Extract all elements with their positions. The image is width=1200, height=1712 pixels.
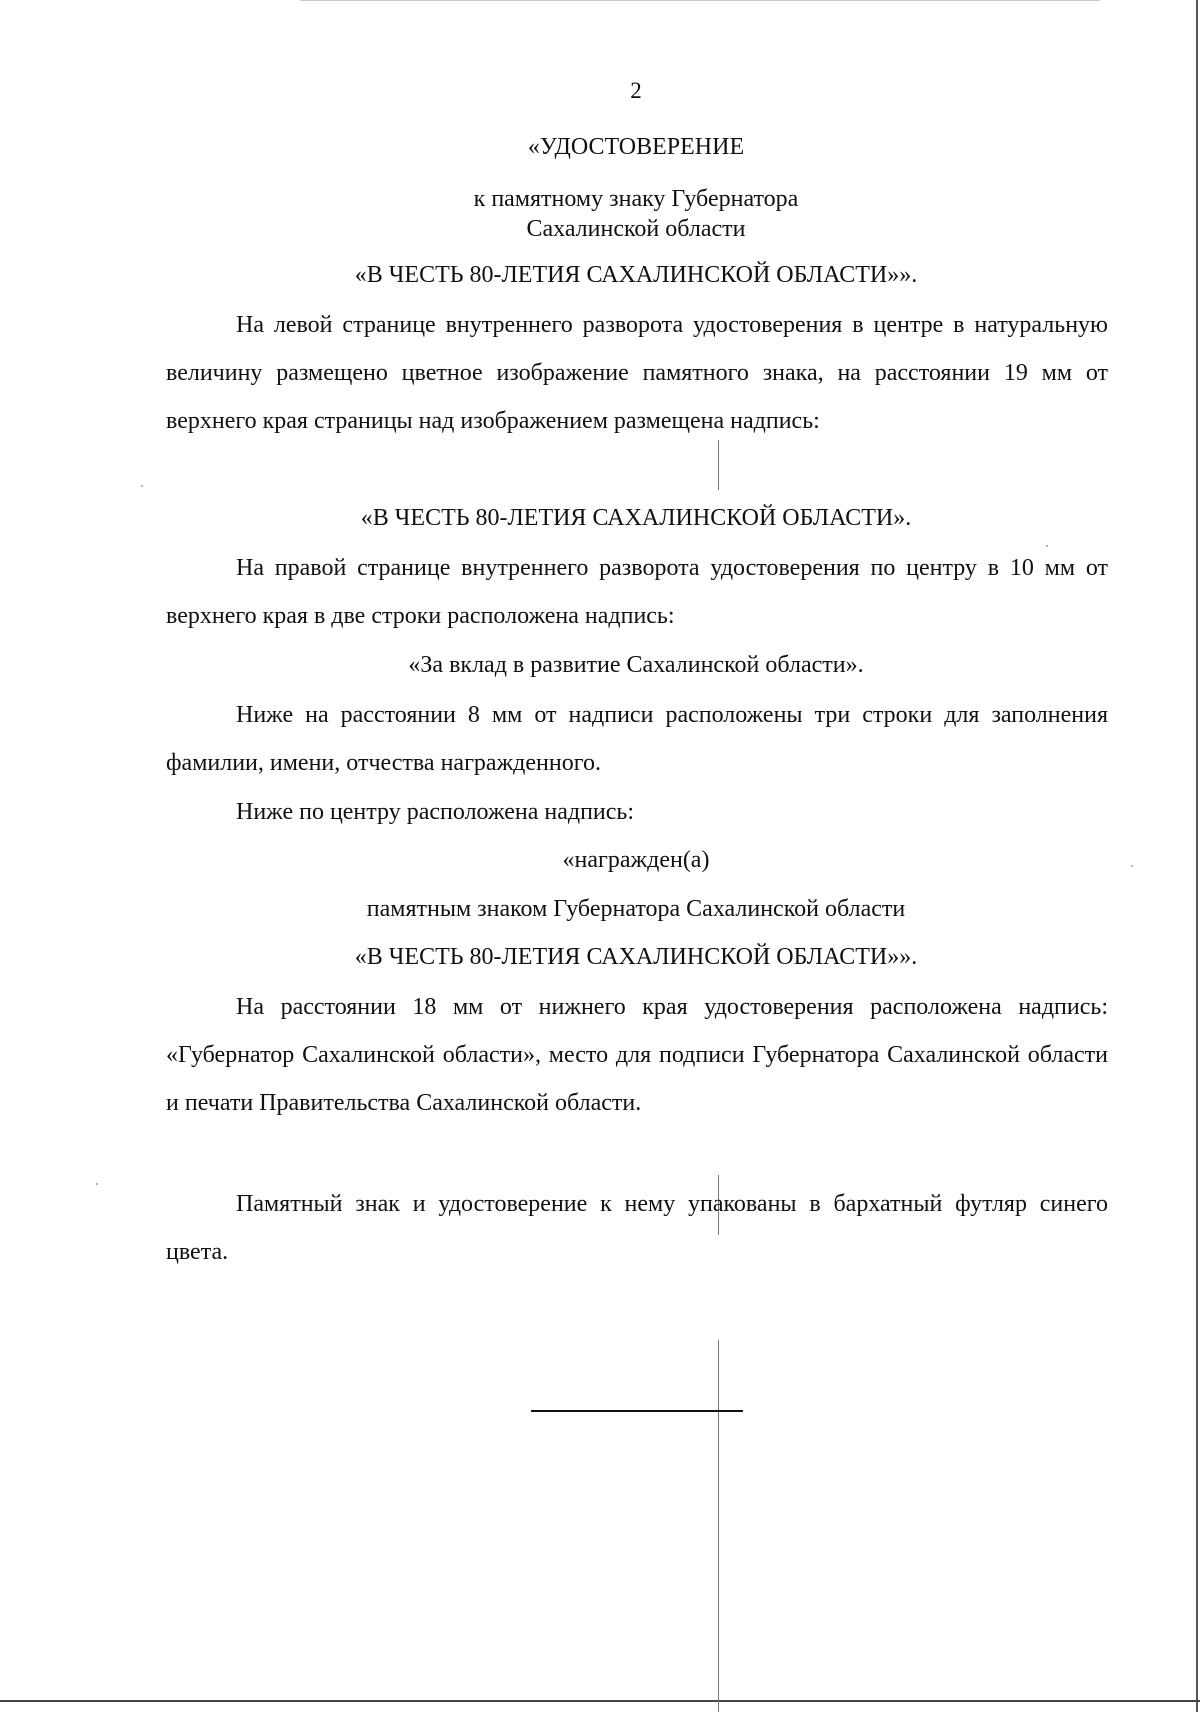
paragraph-center-inscription: Ниже по центру расположена надпись: (236, 799, 635, 825)
inscription-right-page: «За вклад в развитие Сахалинской области». (408, 652, 864, 678)
paragraph-name-lines: Ниже на расстоянии 8 мм от надписи расположены три строки для заполнения фамилии, имени, отчества награжденного. (166, 702, 1108, 776)
heading-line-3: Сахалинской области (526, 216, 746, 242)
heading-title: «УДОСТОВЕРЕНИЕ (527, 134, 745, 160)
inscription-left-page: «В ЧЕСТЬ 80-ЛЕТИЯ САХАЛИНСКОЙ ОБЛАСТИ». (360, 505, 912, 531)
heading-line-4: «В ЧЕСТЬ 80-ЛЕТИЯ САХАЛИНСКОЙ ОБЛАСТИ»». (354, 262, 918, 288)
heading-line-2: к памятному знаку Губернатора (473, 186, 799, 212)
paragraph-bottom-inscription: На расстоянии 18 мм от нижнего края удостоверения расположена надпись: «Губернатор Сахалинской области», место для подписи Губернатора Сахалинской области и печати Правительства Сахалинской области. (166, 994, 1108, 1116)
scan-top-rule (300, 0, 1100, 1)
scan-bottom-edge (0, 1700, 1200, 1702)
award-text-line-2: памятным знаком Губернатора Сахалинской области (366, 896, 906, 922)
page-number: 2 (630, 78, 642, 103)
scan-artifact-line (718, 1340, 719, 1712)
paragraph-left-page: На левой странице внутреннего разворота удостоверения в центре в натуральную величину размещено цветное изображение памятного знака, на расстоянии 19 мм от верхнего края страницы над изображением размещена надпись: (166, 312, 1108, 434)
paragraph-case: Памятный знак и удостоверение к нему упакованы в бархатный футляр синего цвета. (166, 1191, 1108, 1265)
paragraph-right-page: На правой странице внутреннего разворота удостоверения по центру в 10 мм от верхнего края в две строки расположена надпись: (166, 555, 1108, 629)
award-text-line-3: «В ЧЕСТЬ 80-ЛЕТИЯ САХАЛИНСКОЙ ОБЛАСТИ»». (354, 944, 918, 970)
award-text-line-1: «награжден(а) (562, 847, 710, 873)
scan-artifact-line (718, 440, 719, 490)
closing-rule (531, 1410, 743, 1412)
scan-speck (96, 1183, 98, 1185)
scan-speck (141, 485, 143, 487)
